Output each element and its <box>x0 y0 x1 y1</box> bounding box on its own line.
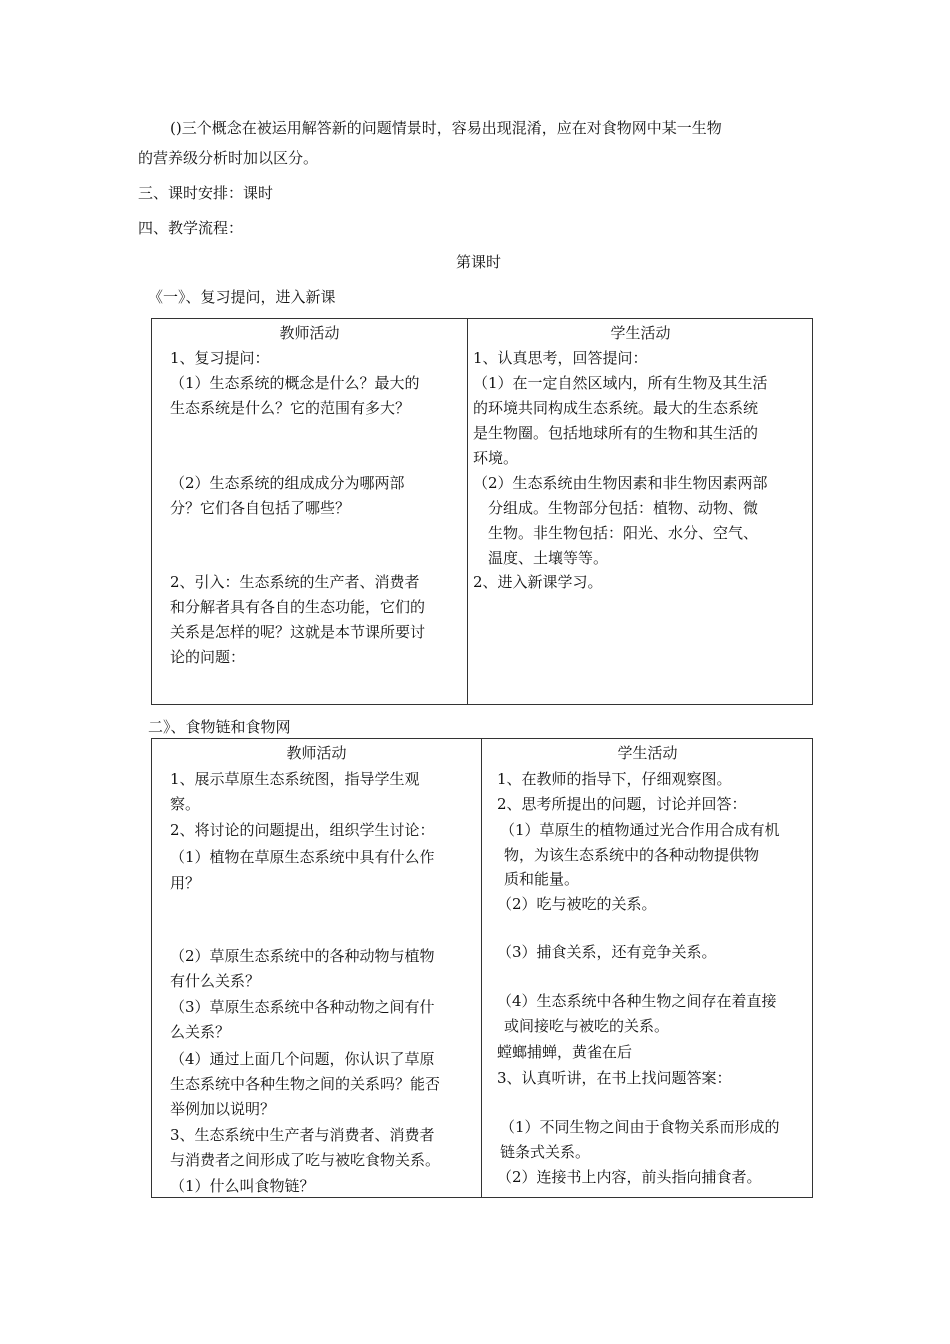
student-line: 1、认真思考，回答提问： <box>473 349 648 367</box>
teacher-activity-header: 教师活动 <box>279 324 340 342</box>
student-line: 物，为该生态系统中的各种动物提供物 <box>504 846 760 864</box>
teacher-line: （4）通过上面几个问题，你认识了草原 <box>170 1050 435 1068</box>
student-line: 1、在教师的指导下，仔细观察图。 <box>497 770 732 788</box>
student-line: （2）生态系统由生物因素和非生物因素两部 <box>473 474 768 492</box>
teacher-line: 分？它们各自包括了哪些？ <box>170 499 351 517</box>
intro-paragraph-line1: ()三个概念在被运用解答新的问题情景时，容易出现混淆，应在对食物网中某一生物 <box>170 119 722 137</box>
teacher-line: （3）草原生态系统中各种动物之间有什 <box>170 998 435 1016</box>
student-line: 生物。非生物包括：阳光、水分、空气、 <box>488 524 759 542</box>
student-line: （4）生态系统中各种生物之间存在着直接 <box>497 992 777 1010</box>
lesson-title: 第课时 <box>456 253 502 271</box>
student-line: 分组成。生物部分包括：植物、动物、微 <box>488 499 759 517</box>
teacher-line: 2、引入：生态系统的生产者、消费者 <box>170 573 420 591</box>
student-activity-cell <box>468 319 813 704</box>
teacher-activity-cell <box>152 319 467 704</box>
teacher-line: （1）什么叫食物链？ <box>170 1177 315 1195</box>
table-food-chain <box>151 738 813 1198</box>
teacher-line: （2）生态系统的组成成分为哪两部 <box>170 474 405 492</box>
teacher-line: 1、复习提问： <box>170 349 270 367</box>
section-heading-schedule: 三、课时安排：课时 <box>138 184 274 202</box>
teacher-line: 2、将讨论的问题提出，组织学生讨论： <box>170 821 435 839</box>
teacher-line: （1）植物在草原生态系统中具有什么作 <box>170 848 435 866</box>
teacher-line: 论的问题： <box>170 648 246 666</box>
student-line: 的环境共同构成生态系统。最大的生态系统 <box>473 399 759 417</box>
student-line: （2）连接书上内容，前头指向捕食者。 <box>497 1168 762 1186</box>
student-line: 3、认真听讲，在书上找问题答案： <box>497 1069 732 1087</box>
part1-heading: 《一》、复习提问，进入新课 <box>148 288 336 306</box>
intro-paragraph-line2: 的营养级分析时加以区分。 <box>138 149 319 167</box>
section-heading-flow: 四、教学流程： <box>138 219 244 237</box>
student-activity-header: 学生活动 <box>617 744 678 762</box>
student-line: 质和能量。 <box>504 870 580 888</box>
teacher-line: 举例加以说明？ <box>170 1100 276 1118</box>
student-line: 螳螂捕蝉，黄雀在后 <box>497 1043 633 1061</box>
teacher-activity-header: 教师活动 <box>286 744 347 762</box>
teacher-line: 和分解者具有各自的生态功能，它们的 <box>170 598 426 616</box>
table-review <box>151 318 813 705</box>
student-line: 链条式关系。 <box>500 1143 591 1161</box>
teacher-line: 生态系统中各种生物之间的关系吗？能否 <box>170 1075 441 1093</box>
teacher-line: 关系是怎样的呢？这就是本节课所要讨 <box>170 623 426 641</box>
student-line: （1）在一定自然区域内，所有生物及其生活 <box>473 374 768 392</box>
student-line: 是生物圈。包括地球所有的生物和其生活的 <box>473 424 759 442</box>
teacher-line: 与消费者之间形成了吃与被吃食物关系。 <box>170 1151 441 1169</box>
teacher-activity-cell <box>152 739 481 1197</box>
student-line: 或间接吃与被吃的关系。 <box>504 1017 670 1035</box>
part2-heading: 二》、食物链和食物网 <box>148 718 291 736</box>
student-line: 温度、土壤等等。 <box>488 549 609 567</box>
teacher-line: 么关系？ <box>170 1023 231 1041</box>
student-line: 2、进入新课学习。 <box>473 573 603 591</box>
student-line: （3）捕食关系，还有竞争关系。 <box>497 943 717 961</box>
student-activity-header: 学生活动 <box>610 324 671 342</box>
teacher-line: 有什么关系？ <box>170 972 261 990</box>
student-activity-cell <box>482 739 813 1197</box>
teacher-line: 察。 <box>170 795 201 813</box>
student-line: （2）吃与被吃的关系。 <box>497 895 657 913</box>
student-line: 2、思考所提出的问题，讨论并回答： <box>497 795 747 813</box>
teacher-line: 1、展示草原生态系统图，指导学生观 <box>170 770 420 788</box>
student-line: 环境。 <box>473 449 519 467</box>
teacher-line: 3、生态系统中生产者与消费者、消费者 <box>170 1126 435 1144</box>
student-line: （1）草原生的植物通过光合作用合成有机 <box>500 821 780 839</box>
teacher-line: 用？ <box>170 874 201 892</box>
teacher-line: （2）草原生态系统中的各种动物与植物 <box>170 947 435 965</box>
student-line: （1）不同生物之间由于食物关系而形成的 <box>500 1118 780 1136</box>
teacher-line: 生态系统是什么？它的范围有多大？ <box>170 399 411 417</box>
teacher-line: （1）生态系统的概念是什么？最大的 <box>170 374 420 392</box>
